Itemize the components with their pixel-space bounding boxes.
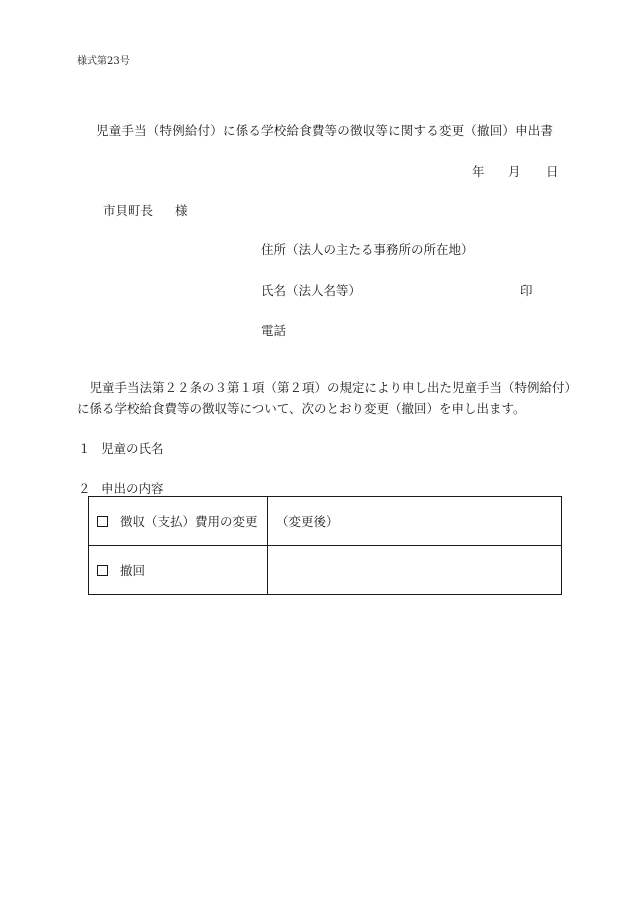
addressee-name: 市貝町長 bbox=[103, 203, 154, 218]
option-cell-change bbox=[89, 497, 268, 546]
applicant-name-label: 氏名（法人名等） bbox=[261, 283, 362, 298]
item-label: 申出の内容 bbox=[101, 481, 164, 496]
option-cell-withdraw bbox=[89, 546, 268, 595]
applicant-address-label: 住所（法人の主たる事務所の所在地） bbox=[261, 242, 474, 257]
body-line-2: に係る学校給食費等の徴収等について、次のとおり変更（撤回）を申し出ます。 bbox=[77, 401, 526, 416]
item-child-name bbox=[78, 439, 164, 457]
seal-mark: 印 bbox=[520, 283, 533, 298]
addressee bbox=[103, 201, 188, 219]
table-row bbox=[89, 497, 562, 546]
checkbox-icon[interactable] bbox=[97, 516, 108, 527]
document-title: 児童手当（特例給付）に係る学校給食費等の徴収等に関する変更（撤回）申出書 bbox=[96, 123, 554, 138]
item-number: ２ bbox=[78, 481, 91, 496]
option-label: 徴収（支払）費用の変更 bbox=[120, 514, 258, 529]
checkbox-icon[interactable] bbox=[97, 565, 108, 576]
item-label: 児童の氏名 bbox=[101, 441, 164, 456]
body-line-1: 児童手当法第２２条の３第１項（第２項）の規定により申し出た児童手当（特例給付） bbox=[89, 380, 578, 395]
date-month-label: 月 bbox=[508, 164, 521, 179]
applicant-phone-label: 電話 bbox=[261, 323, 287, 338]
form-number: 様式第23号 bbox=[77, 56, 130, 67]
detail-cell-change[interactable]: （変更後） bbox=[268, 497, 562, 546]
request-content-table bbox=[88, 496, 562, 595]
addressee-honorific: 様 bbox=[175, 203, 188, 218]
option-label: 撤回 bbox=[120, 563, 146, 578]
detail-cell-withdraw[interactable] bbox=[268, 546, 562, 595]
body-paragraph bbox=[77, 377, 578, 419]
item-number: １ bbox=[78, 441, 91, 456]
date-year-label: 年 bbox=[472, 164, 485, 179]
date-day-label: 日 bbox=[546, 164, 559, 179]
table-row bbox=[89, 546, 562, 595]
item-request-content bbox=[78, 479, 164, 497]
